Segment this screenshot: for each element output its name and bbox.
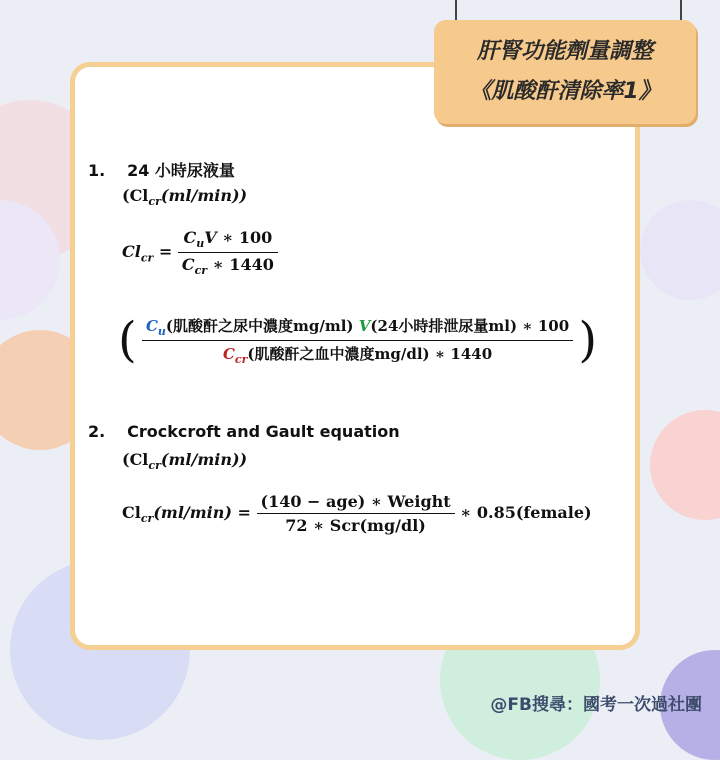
formula-tail: ∗ 0.85(female)	[460, 503, 592, 522]
cu-sub: u	[157, 324, 166, 338]
bg-circle	[650, 410, 720, 520]
footer-credit: @FB搜尋：國考一次過社團	[490, 695, 702, 715]
unit-sub: cr	[148, 195, 161, 209]
unit-rest: (ml/min))	[160, 450, 248, 469]
den-factor: ∗ 1440	[207, 255, 274, 275]
formula-1	[122, 228, 278, 277]
right-paren: )	[578, 312, 598, 368]
fraction	[257, 492, 455, 535]
detail-denominator	[142, 341, 573, 366]
fraction	[178, 228, 278, 277]
formula-lhs-rest: (ml/min) =	[153, 503, 251, 522]
formula-lhs: Cl	[122, 503, 141, 522]
fraction-denominator	[178, 253, 278, 277]
v-text: (24小時排泄尿量ml) ∗ 100	[370, 316, 570, 335]
num-factor: ∗ 100	[216, 228, 273, 247]
section-number: 2.	[88, 422, 106, 441]
section-1	[88, 158, 235, 181]
section-number: 1.	[88, 161, 106, 180]
unit-rest: (ml/min))	[160, 186, 248, 205]
unit-prefix: (Cl	[122, 186, 149, 205]
num-v: V	[204, 228, 217, 247]
v-symbol: V	[358, 316, 371, 335]
fraction-numerator	[178, 228, 278, 253]
section-heading: 24 小時尿液量	[127, 161, 235, 180]
num-c: C	[183, 228, 197, 247]
formula-lhs-sub: cr	[140, 512, 154, 526]
detail-numerator	[142, 315, 573, 341]
unit-prefix: (Cl	[122, 450, 149, 469]
section-heading: Crockcroft and Gault equation	[127, 422, 400, 441]
ccr-text: (肌酸酐之血中濃度mg/dl) ∗ 1440	[247, 344, 493, 363]
equals-sign: =	[158, 242, 178, 262]
detail-fraction	[142, 315, 573, 366]
bg-circle	[640, 200, 720, 300]
section-2-unit	[122, 450, 247, 472]
section-2	[88, 422, 400, 441]
ccr-symbol: C	[222, 344, 235, 363]
fraction-numerator: (140 − age) ∗ Weight	[257, 492, 455, 514]
fraction-denominator: 72 ∗ Scr(mg/dl)	[285, 516, 426, 535]
title-line1: 肝腎功能劑量調整	[476, 39, 653, 64]
title-card	[434, 20, 696, 124]
ccr-sub: cr	[234, 352, 248, 366]
den-c-sub: cr	[194, 264, 208, 278]
unit-sub: cr	[148, 459, 161, 473]
cu-symbol: C	[145, 316, 158, 335]
den-c: C	[181, 255, 195, 275]
section-1-unit	[122, 186, 247, 208]
formula-2	[122, 492, 592, 535]
left-paren: (	[118, 312, 137, 368]
formula-lhs-sub: cr	[140, 251, 154, 265]
title-line2: 《肌酸酐清除率1》	[469, 79, 661, 104]
num-c-sub: u	[196, 237, 205, 251]
formula-lhs: Cl	[122, 242, 141, 262]
cu-text: (肌酸酐之尿中濃度mg/ml)	[165, 316, 354, 335]
formula-1-detail	[118, 312, 597, 368]
